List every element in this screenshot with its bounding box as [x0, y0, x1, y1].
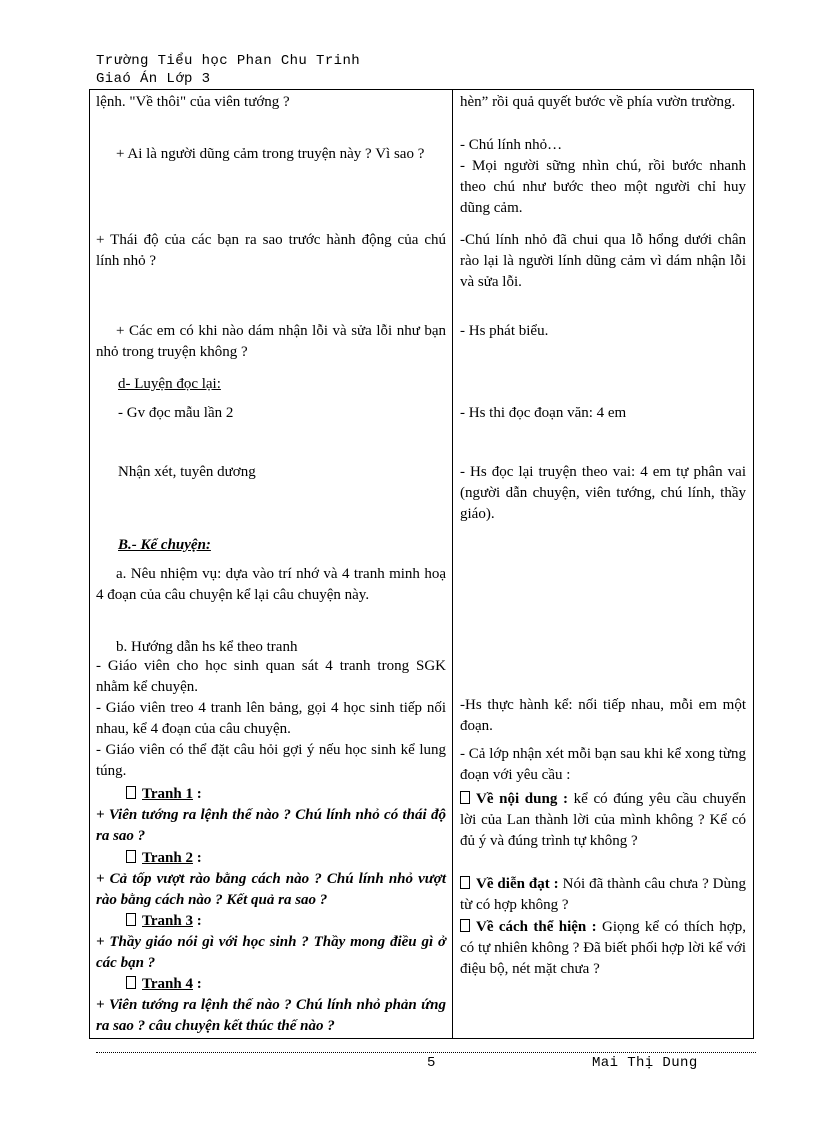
criterion-performance-text: Giọng kể có thích hợp, có tự nhiên không ? Đã biết phối hợp lời kể với điệu bộ, nét mặt chưa ?: [460, 919, 746, 977]
criterion-content: [460, 789, 746, 852]
criterion-content-label: Về nội dung :: [476, 791, 568, 807]
left-text-1: lệnh. "Về thôi" của viên tướng ?: [96, 94, 290, 110]
storytelling-heading: [96, 535, 468, 556]
right-text-7: - Hs đọc lại truyện theo vai: 4 em tự phân vai (người dẫn chuyện, viên tướng, chú lính, thầy giáo).: [460, 464, 746, 522]
criterion-expression-text: Nói đã thành câu chưa ? Dùng từ có hợp không ?: [460, 876, 747, 913]
criterion-performance: [460, 917, 746, 980]
criterion-expression: [460, 874, 746, 916]
reading-heading-text: d- Luyện đọc lại:: [118, 376, 221, 392]
checkbox-icon: [126, 786, 136, 799]
picture-3-label: Tranh 3 :: [96, 911, 476, 932]
left-guide-1: - Giáo viên cho học sinh quan sát 4 tranh trong SGK nhằm kể chuyện.: [96, 658, 446, 695]
picture-4-text: Tranh 4: [142, 976, 193, 992]
left-guide-title: b. Hướng dẫn hs kể theo tranh: [116, 639, 298, 655]
left-question-attitude: + Thái độ của các bạn ra sao trước hành động của chú lính nhỏ ?: [96, 232, 446, 269]
right-text-5: - Hs phát biểu.: [460, 323, 549, 339]
criterion-content-text: kể có đúng yêu cầu chuyển lời của Lan thành lời của mình không ? Kể có đủ ý và đúng trình tự không ?: [460, 791, 746, 849]
picture-3-text: Tranh 3: [142, 913, 193, 929]
left-guide-3: - Giáo viên có thể đặt câu hỏi gợi ý nếu học sinh kể lung túng.: [96, 742, 446, 779]
left-question-brave: + Ai là người dũng cảm trong truyện này ? Vì sao ?: [116, 146, 425, 162]
picture-2-label: Tranh 2 :: [96, 848, 476, 869]
checkbox-icon: [126, 976, 136, 989]
picture-1-question: + Viên tướng ra lệnh thế nào ? Chú lính nhỏ có thái độ ra sao ?: [96, 807, 446, 844]
reading-heading: [96, 374, 468, 395]
right-text-9: - Cả lớp nhận xét mỗi bạn sau khi kể xong từng đoạn với yêu cầu :: [460, 746, 746, 783]
checkbox-icon: [126, 850, 136, 863]
left-task: a. Nêu nhiệm vụ: dựa vào trí nhớ và 4 tranh minh hoạ 4 đoạn của câu chuyện kể lại câu chuyện này.: [96, 566, 446, 603]
picture-4-question: + Viên tướng ra lệnh thế nào ? Chú lính nhỏ phản ứng ra sao ? câu chuyện kết thúc thế nào ?: [96, 997, 446, 1034]
picture-1-text: Tranh 1: [142, 786, 193, 802]
checkbox-icon: [460, 919, 470, 932]
school-header: Trường Tiểu học Phan Chu Trinh: [96, 53, 361, 69]
right-text-1: hèn” rồi quả quyết bước về phía vườn trường.: [460, 94, 736, 110]
left-question-admit: + Các em có khi nào dám nhận lỗi và sửa lỗi như bạn nhỏ trong truyện không ?: [96, 323, 446, 360]
right-text-2: - Chú lính nhỏ…: [460, 137, 563, 153]
left-guide-2: - Giáo viên treo 4 tranh lên bảng, gọi 4 học sinh tiếp nối nhau, kể 4 đoạn của câu chuyện.: [96, 700, 446, 737]
checkbox-icon: [126, 913, 136, 926]
page-number: 5: [427, 1055, 436, 1071]
picture-2-text: Tranh 2: [142, 850, 193, 866]
picture-4-label: Tranh 4 :: [96, 974, 476, 995]
picture-3-question: + Thầy giáo nói gì với học sinh ? Thầy mong điều gì ở các bạn ?: [96, 934, 446, 971]
storytelling-heading-text: B.- Kể chuyện:: [118, 537, 211, 553]
subject-header: Giaó Án Lớp 3: [96, 71, 211, 87]
checkbox-icon: [460, 876, 470, 889]
left-text-read: - Gv đọc mẫu lần 2: [118, 405, 234, 421]
picture-1-label: Tranh 1 :: [96, 784, 476, 805]
criterion-expression-label: Về diễn đạt :: [476, 876, 559, 892]
right-text-3: - Mọi người sững nhìn chú, rồi bước nhanh theo chú như bước theo một người chỉ huy dũng cảm.: [460, 158, 746, 216]
right-text-4: -Chú lính nhỏ đã chui qua lỗ hổng dưới chân rào lại là người lính dũng cảm vì dám nhận lỗi và sửa lỗi.: [460, 232, 746, 290]
footer-divider: [96, 1052, 756, 1053]
left-text-praise: Nhận xét, tuyên dương: [118, 464, 256, 480]
picture-2-question: + Cả tốp vượt rào bằng cách nào ? Chú lính nhỏ vượt rào bằng cách nào ? Kết quả ra sao ?: [96, 871, 446, 908]
column-divider: [452, 89, 453, 1039]
criterion-performance-label: Về cách thể hiện :: [476, 919, 597, 935]
right-text-8: -Hs thực hành kể: nối tiếp nhau, mỗi em một đoạn.: [460, 697, 746, 734]
right-text-6: - Hs thi đọc đoạn văn: 4 em: [460, 405, 627, 421]
author-name: Mai Thị Dung: [592, 1055, 698, 1071]
checkbox-icon: [460, 791, 470, 804]
